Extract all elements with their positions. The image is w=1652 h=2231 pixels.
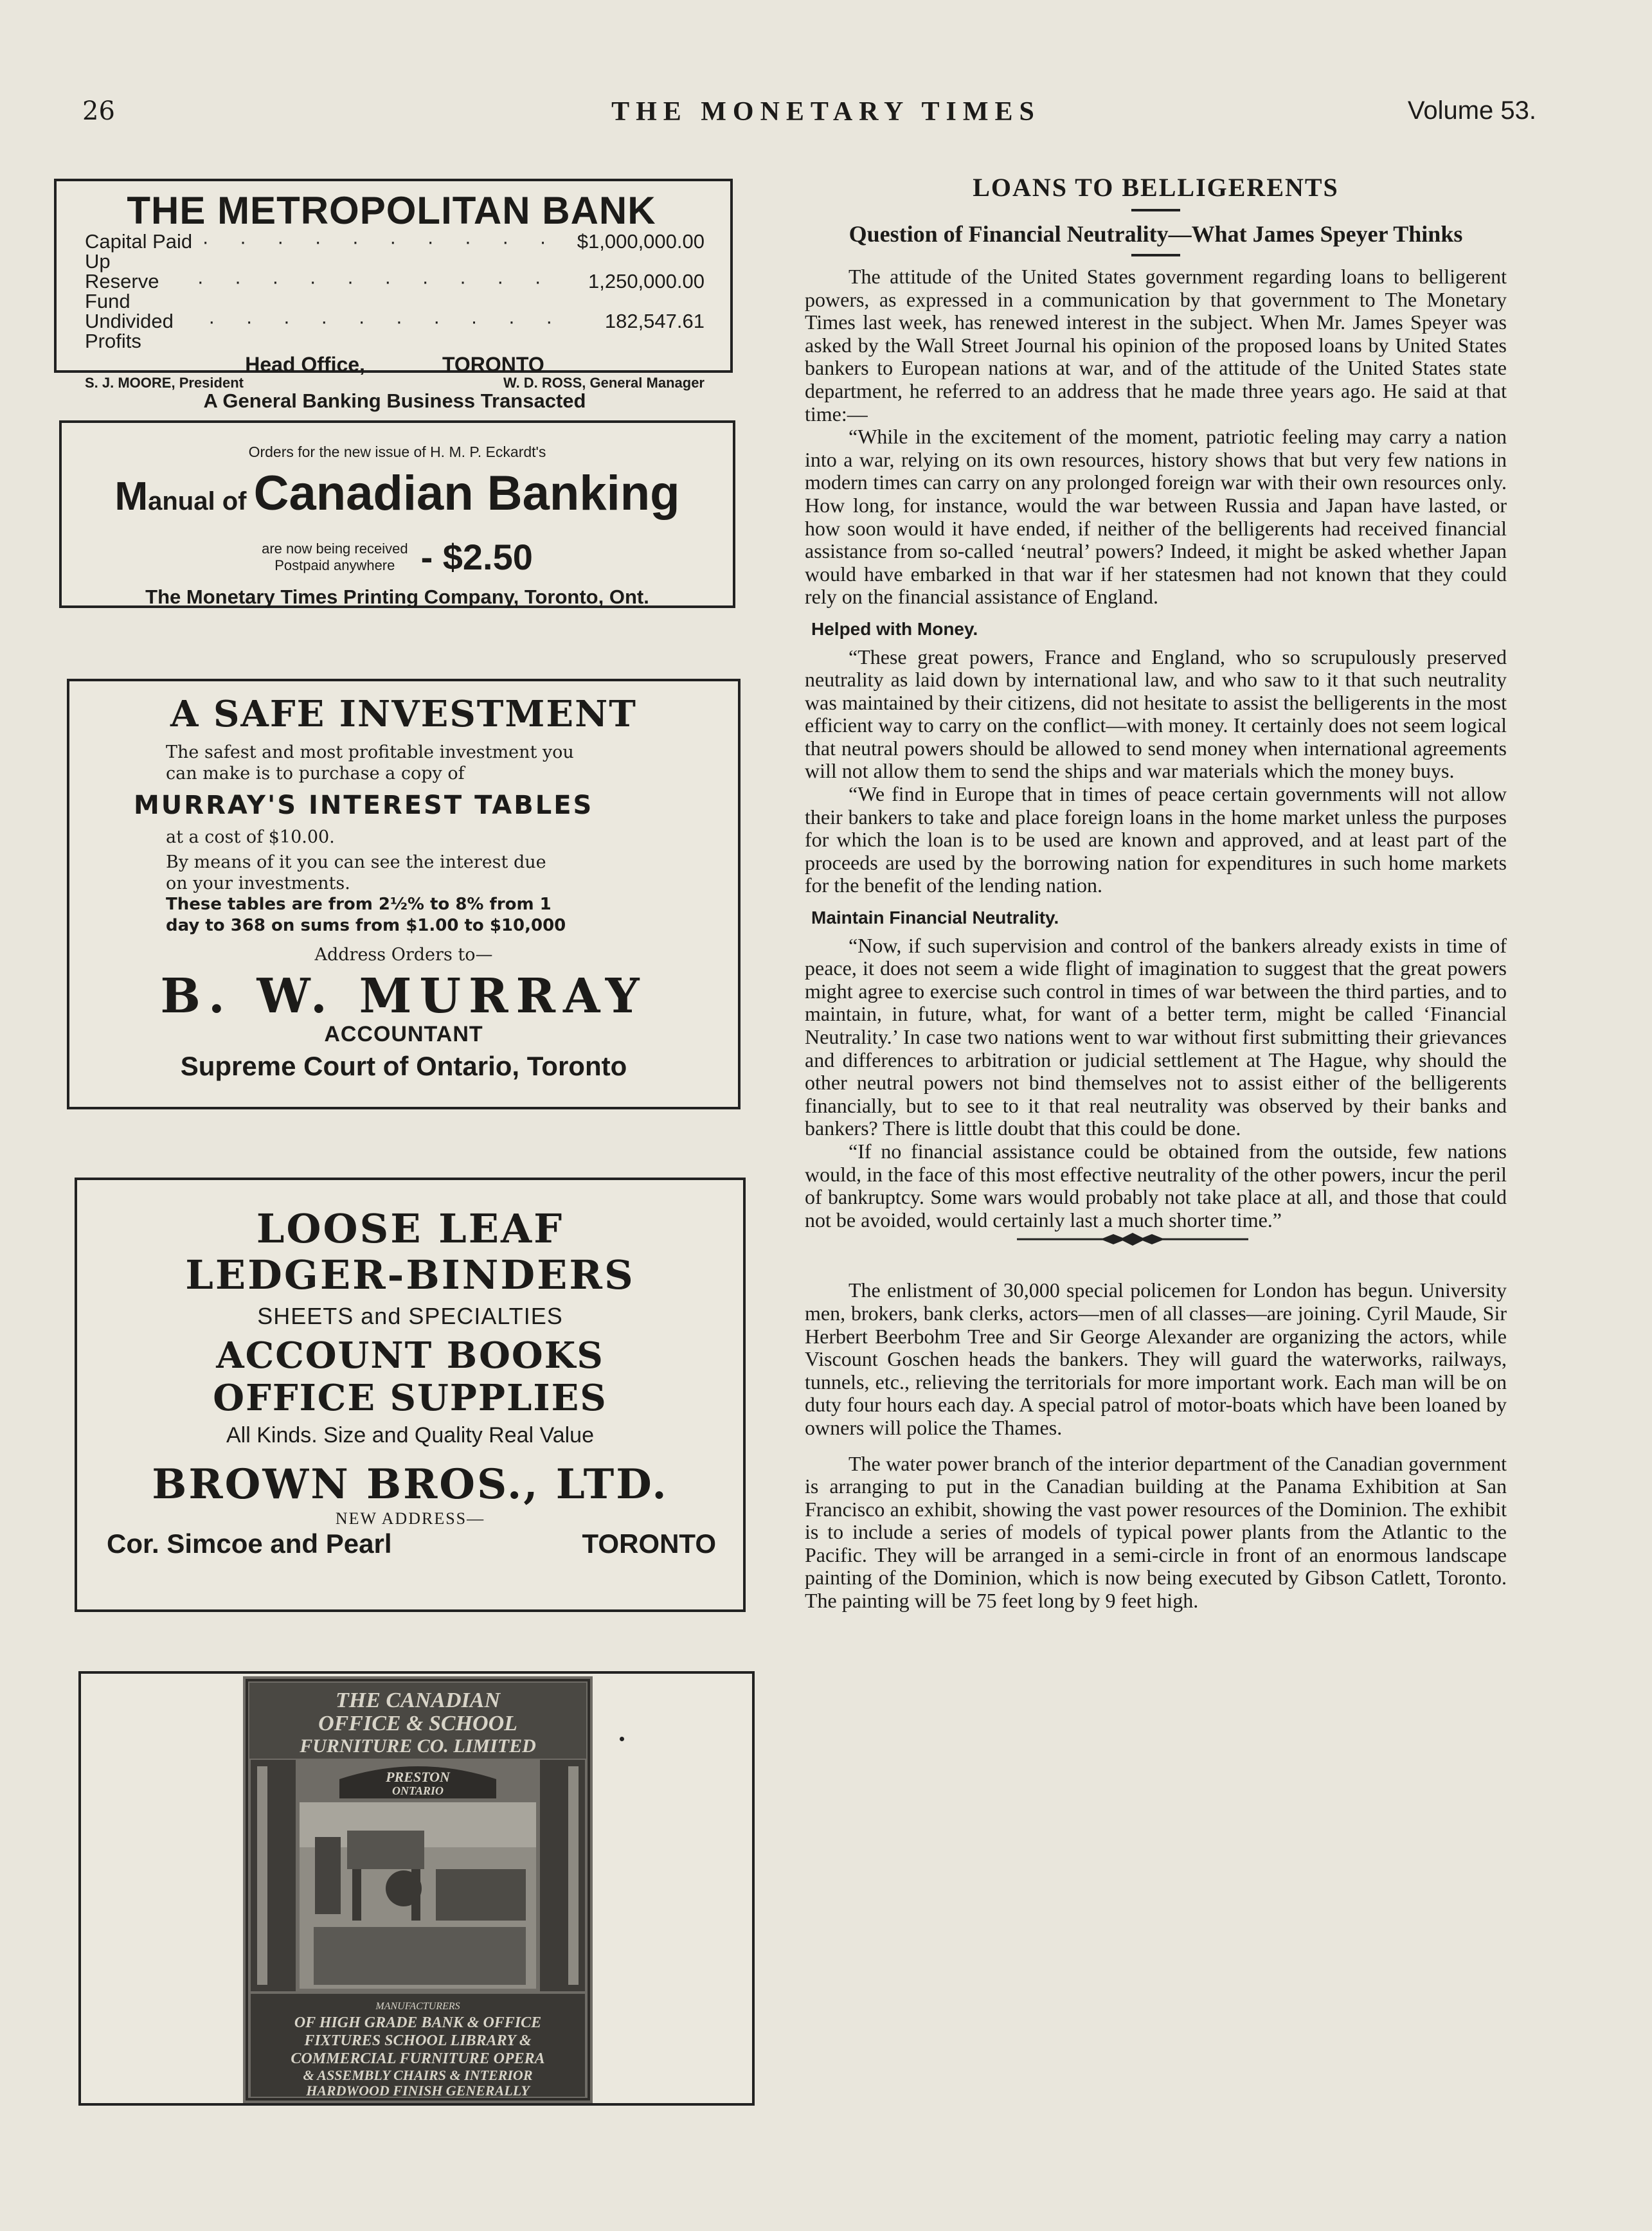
subtitle-rule — [1131, 254, 1180, 256]
section-divider — [1017, 1232, 1248, 1247]
ad-line: ACCOUNT BOOKS — [216, 1334, 604, 1377]
article-column — [805, 172, 1507, 1613]
price: - $2.50 — [420, 537, 533, 577]
president: S. J. MOORE, President — [85, 375, 244, 391]
ad-line: LEDGER-BINDERS — [185, 1251, 635, 1298]
order-note: are now being received Postpaid anywhere — [262, 540, 408, 573]
furniture-ad — [78, 1671, 755, 2106]
svg-text:FIXTURES SCHOOL LIBRARY &: FIXTURES SCHOOL LIBRARY & — [304, 2032, 532, 2049]
safe-investment-ad — [67, 679, 741, 1109]
ad-title: A SAFE INVESTMENT — [170, 693, 637, 735]
publisher: The Monetary Times Printing Company, Toronto, Ont. — [145, 586, 649, 608]
page-number: 26 — [82, 96, 115, 126]
paragraph: The attitude of the United States government regarding loans to belligerent powers, as expressed in a communication by that government to The Monetary Times last week, has renewed interest in the subject. When Mr. James Speyer was asked by the Wall Street Journal his opinion of the proposed loans by United States bankers to European nations at war, and of the attitude of the United States state department, he referred to an address that he made three years ago. He said at that time:— — [805, 265, 1507, 426]
svg-text:PRESTON: PRESTON — [386, 1769, 450, 1785]
paragraph: The water power branch of the interior department of the Canadian government is arranging to put in the Canadian building at the Panama Exhibition at San Francisco an exhibit, showing the vast power resources of the Dominion. The exhibit is to include a series of models of typical power plants from the Atlantic to the Pacific. They will be arranged in a semi-circle in front of an enormous landscape painting of the Dominion, which is now being executed by Gibson Catlett, Toronto. The painting will be 75 feet long by 9 feet high. — [805, 1451, 1507, 1613]
section-heading: Maintain Financial Neutrality. — [811, 908, 1059, 928]
leader-dots: ·········· — [202, 230, 577, 253]
leader-dots: ·········· — [197, 270, 572, 292]
general-manager: W. D. ROSS, General Manager — [503, 375, 705, 391]
volume-label: Volume 53. — [1407, 96, 1536, 125]
row-label: Reserve Fund — [85, 270, 159, 312]
ad-text: Address Orders to— — [314, 945, 493, 965]
address-row — [77, 1528, 743, 1559]
ad-line: SHEETS and SPECIALTIES — [257, 1303, 563, 1329]
svg-text:THE CANADIAN: THE CANADIAN — [336, 1689, 500, 1712]
ad-role: ACCOUNTANT — [324, 1022, 483, 1046]
company-name: BROWN BROS., LTD. — [152, 1460, 669, 1509]
head-office-city: TORONTO — [442, 353, 544, 376]
ad-title: Manual of Canadian Banking — [114, 466, 680, 521]
article-subtitle: Question of Financial Neutrality—What James Speyer Thinks — [848, 221, 1463, 247]
brown-bros-ad — [75, 1178, 746, 1612]
ad-text: By means of it you can see the interest due — [166, 852, 546, 872]
row-label: Undivided Profits — [85, 310, 174, 352]
paragraph: “Now, if such supervision and control of the bankers already exists in time of peace, it does not seem a wide flight of imagination to suggest that the great powers might agree to exercise such control in times of war between the third parties, and to maintain, in future, what, for want of a better term, might be called ‘Financial Neutrality.’ In case two nations went to war without first submitting their grievances and differences to arbitration or judicial settlement at The Hague, why should the other neutral powers not bind themselves not to assist either of the belligerents financially, but to see to it that real neutrality was observed by their banks and bankers? There is little doubt that this could be done. — [805, 933, 1507, 1140]
paragraph: “If no financial assistance could be obtained from the outside, few nations would, in the face of this most effective neutrality of the other powers, incur the peril of bankruptcy. Some wars would probably not take place at all, and those that could not be avoided, would certainly last a much shorter time.” — [805, 1139, 1507, 1232]
svg-text:OF HIGH GRADE BANK & OFFICE: OF HIGH GRADE BANK & OFFICE — [294, 2014, 542, 2031]
city: TORONTO — [582, 1528, 716, 1559]
svg-text:& ASSEMBLY CHAIRS & INTERIOR: & ASSEMBLY CHAIRS & INTERIOR — [303, 2067, 533, 2083]
ad-location: Supreme Court of Ontario, Toronto — [180, 1051, 627, 1081]
ad-intro: Orders for the new issue of H. M. P. Eckardt's — [248, 444, 546, 460]
ad-text: at a cost of $10.00. — [166, 827, 335, 847]
ad-line: All Kinds. Size and Quality Real Value — [226, 1423, 594, 1447]
paragraph: “We find in Europe that in times of peace certain governments will not allow their bankers to take and place foreign loans in the home market unless the purposes for which the loan is to be used are known and approved, and at least part of the proceeds are used by the borrowing nation for expenditures in such home markets for the benefit of the lending nation. — [805, 782, 1507, 897]
row-value: 182,547.61 — [604, 310, 705, 332]
ad-text: The safest and most profitable investment you — [166, 742, 574, 762]
stray-dot — [620, 1737, 624, 1741]
paragraph: “While in the excitement of the moment, patriotic feeling may carry a nation into a war, relying on its own resources, history shows that but very few nations in modern times can carry on any prolonged foreign war with their own resources only. How long, for instance, would the war between Russia and Japan have lasted, or how soon would it have ended, if neither of the belligerents had received financial assistance from so-called ‘neutral’ powers? Indeed, it might be asked whether Japan would have embarked in that war if her statesmen had not known that they could rely on the financial assistance of England. — [805, 425, 1507, 609]
bank-row — [85, 311, 705, 351]
ad-text: can make is to purchase a copy of — [166, 764, 465, 784]
publication-title: THE MONETARY TIMES — [611, 97, 1041, 127]
address: Cor. Simcoe and Pearl — [107, 1528, 392, 1559]
article-body — [805, 265, 1507, 1613]
row-label: Capital Paid Up — [85, 230, 193, 273]
title-rule — [1131, 209, 1180, 211]
bank-row — [85, 271, 705, 311]
ad-title: THE METROPOLITAN BANK — [127, 189, 656, 232]
head-office — [85, 354, 705, 375]
svg-text:HARDWOOD FINISH GENERALLY: HARDWOOD FINISH GENERALLY — [306, 2083, 530, 2099]
head-office-label: Head Office, — [245, 353, 365, 376]
leader-dots: ·········· — [208, 310, 584, 332]
svg-text:OFFICE & SCHOOL: OFFICE & SCHOOL — [318, 1712, 517, 1735]
ad-name: B. W. MURRAY — [160, 969, 647, 1024]
section-heading: Helped with Money. — [811, 618, 978, 639]
metropolitan-bank-ad — [54, 179, 733, 412]
officers — [85, 375, 705, 391]
ad-text: day to 368 on sums from $1.00 to $10,000 — [166, 916, 566, 935]
svg-text:ONTARIO: ONTARIO — [391, 1784, 444, 1797]
svg-text:COMMERCIAL FURNITURE OPERA: COMMERCIAL FURNITURE OPERA — [291, 2050, 545, 2067]
paragraph: “These great powers, France and England, who so scrupulously preserved neutrality as laid down by international law, and who saw to it that such neutrality was maintained by their citizens, did not hesitate to assist the belligerents in the most efficient way to carry on the conflict—with money. It certainly does not seem logical that neutral powers should be allowed to send money when international agreements will not allow them to send the ships and war materials which the money buys. — [805, 645, 1507, 783]
ad-tagline: A General Banking Business Transacted — [203, 390, 586, 412]
ad-text: These tables are from 2½% to 8% from 1 — [166, 895, 552, 914]
ad-text: on your investments. — [166, 874, 350, 893]
ad-line: LOOSE LEAF — [256, 1205, 564, 1252]
manual-canadian-banking-ad — [59, 420, 735, 608]
furniture-engraving — [243, 1676, 593, 2103]
price-row — [62, 536, 733, 578]
row-value: $1,000,000.00 — [577, 230, 705, 253]
ad-line: OFFICE SUPPLIES — [213, 1377, 607, 1419]
svg-text:FURNITURE CO. LIMITED: FURNITURE CO. LIMITED — [300, 1735, 536, 1757]
new-address-label: NEW ADDRESS— — [335, 1509, 485, 1528]
article-title: LOANS TO BELLIGERENTS — [973, 173, 1339, 202]
paragraph: The enlistment of 30,000 special policemen for London has begun. University men, brokers, bank clerks, actors—men of all classes—are joining. Cyril Maude, Sir Herbert Beerbohm Tree and Sir George Alexander are organizing the actors, while Viscount Goschen heads the bankers. They will guard the waterworks, railways, tunnels, etc., relieving the territorials for more important work. Each man will be on duty four hours each day. A special patrol of motor-boats which have been loaned by owners will police the Thames. — [805, 1278, 1507, 1439]
svg-text:MANUFACTURERS: MANUFACTURERS — [375, 2001, 460, 2012]
row-value: 1,250,000.00 — [588, 270, 705, 292]
product-name: MURRAY'S INTEREST TABLES — [134, 791, 594, 820]
bank-row — [85, 231, 705, 271]
